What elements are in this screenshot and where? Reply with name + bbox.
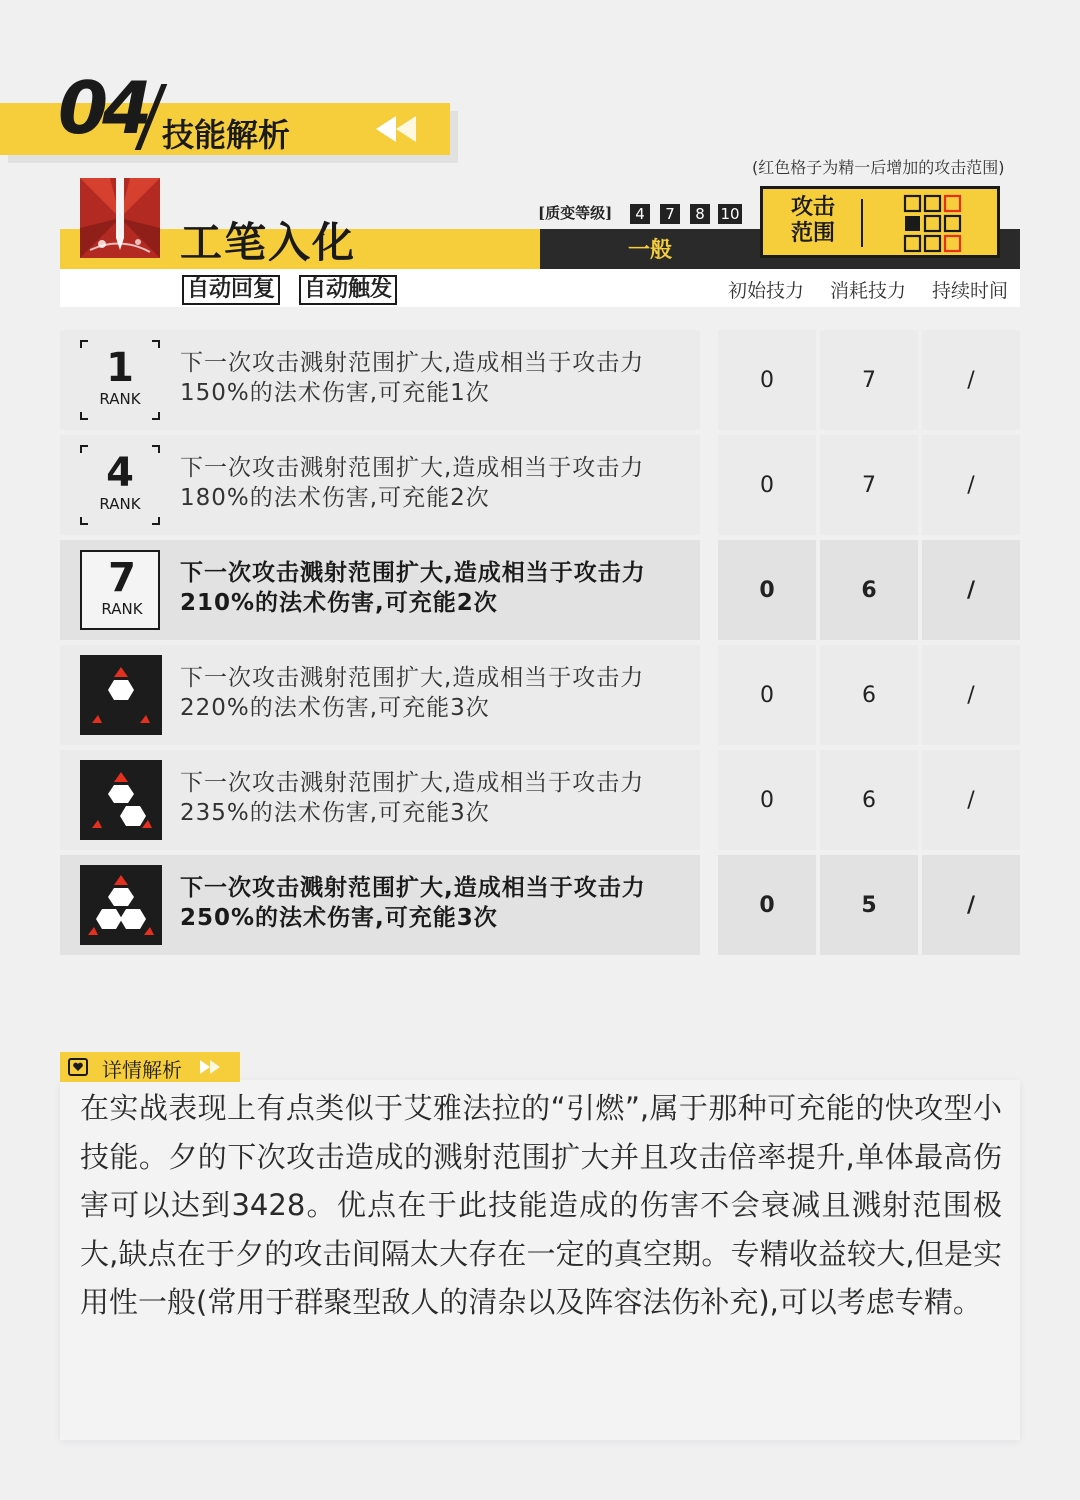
duration-cell: / <box>922 540 1020 640</box>
initial-sp-cell: 0 <box>718 855 816 955</box>
skill-icon <box>80 178 160 258</box>
attack-range-panel <box>760 186 1000 258</box>
duration-cell: / <box>922 330 1020 430</box>
rank-description: 下一次攻击溅射范围扩大,造成相当于攻击力 250%的法术伤害,可充能3次 <box>180 875 646 931</box>
section-title: 技能解析 <box>162 116 291 154</box>
divider <box>861 199 863 247</box>
initial-sp-cell: 0 <box>718 750 816 850</box>
mutation-level-label: [质变等级] <box>538 204 613 222</box>
section-number: 04 <box>58 66 147 150</box>
initial-sp-cell: 0 <box>718 645 816 745</box>
rank-row <box>60 540 700 640</box>
mastery-2-icon <box>80 760 162 840</box>
tag-auto-trigger: 自动触发 <box>299 275 397 305</box>
tag-auto-recovery: 自动回复 <box>182 275 280 305</box>
rank-badge <box>80 340 160 420</box>
rank-number: 4 <box>106 450 134 496</box>
sp-cost-cell: 7 <box>820 435 918 535</box>
mastery-3-icon <box>80 865 162 945</box>
rank-row <box>60 645 700 745</box>
rank-label: RANK <box>99 390 141 408</box>
duration-cell: / <box>922 750 1020 850</box>
double-arrow-left-icon <box>374 116 418 142</box>
mutation-level-box: 4 <box>630 204 650 224</box>
double-arrow-right-icon <box>200 1060 222 1074</box>
rank-number: 7 <box>108 555 136 601</box>
column-header-sp-cost: 消耗技力 <box>830 280 907 302</box>
sp-cost-cell: 6 <box>820 750 918 850</box>
mutation-level-box: 10 <box>718 204 742 224</box>
skill-name: 工笔入化 <box>180 218 357 267</box>
rank-description: 下一次攻击溅射范围扩大,造成相当于攻击力 220%的法术伤害,可充能3次 <box>180 665 645 721</box>
rank-row <box>60 435 700 535</box>
duration-cell: / <box>922 435 1020 535</box>
initial-sp-cell: 0 <box>718 435 816 535</box>
rank-description: 下一次攻击溅射范围扩大,造成相当于攻击力 180%的法术伤害,可充能2次 <box>180 455 645 511</box>
rank-row <box>60 330 700 430</box>
sp-cost-cell: 7 <box>820 330 918 430</box>
sp-cost-cell: 5 <box>820 855 918 955</box>
detail-text: 在实战表现上有点类似于艾雅法拉的“引燃”,属于那种可充能的快攻型小技能。夕的下次攻击造成的溅射范围扩大并且攻击倍率提升,单体最高伤害可以达到3428。优点在于此技能造成的伤害不会衰减且溅射范围极大,缺点在于夕的攻击间隔太大存在一定的真空期。专精收益较大,但是实用性一般(常用于群聚型敌人的清杂以及阵容法伤补充),可以考虑专精。 <box>80 1091 1002 1319</box>
rank-description: 下一次攻击溅射范围扩大,造成相当于攻击力 210%的法术伤害,可充能2次 <box>180 560 646 616</box>
rank-badge <box>80 550 160 630</box>
sp-cost-cell: 6 <box>820 645 918 745</box>
initial-sp-cell: 0 <box>718 330 816 430</box>
rank-badge <box>80 445 160 525</box>
rank-description: 下一次攻击溅射范围扩大,造成相当于攻击力 150%的法术伤害,可充能1次 <box>180 350 645 406</box>
rank-number: 1 <box>106 345 134 391</box>
mastery-1-icon <box>80 655 162 735</box>
rank-row <box>60 855 700 955</box>
mutation-level-box: 8 <box>690 204 710 224</box>
initial-sp-cell: 0 <box>718 540 816 640</box>
rank-row <box>60 750 700 850</box>
duration-cell: / <box>922 855 1020 955</box>
charge-type: 一般 <box>627 238 672 263</box>
column-header-initial-sp: 初始技力 <box>728 280 805 302</box>
detail-title: 详情解析 <box>102 1058 182 1082</box>
rank-label: RANK <box>101 600 143 618</box>
heart-message-icon <box>68 1058 88 1076</box>
rank-label: RANK <box>99 495 141 513</box>
attack-range-title: 攻击范围 <box>790 195 835 246</box>
rank-description: 下一次攻击溅射范围扩大,造成相当于攻击力 235%的法术伤害,可充能3次 <box>180 770 645 826</box>
column-header-duration: 持续时间 <box>932 280 1009 302</box>
sp-cost-cell: 6 <box>820 540 918 640</box>
duration-cell: / <box>922 645 1020 745</box>
range-note: (红色格子为精一后增加的攻击范围) <box>752 158 1005 177</box>
mutation-level-box: 7 <box>660 204 680 224</box>
attack-range-grid <box>903 194 963 254</box>
